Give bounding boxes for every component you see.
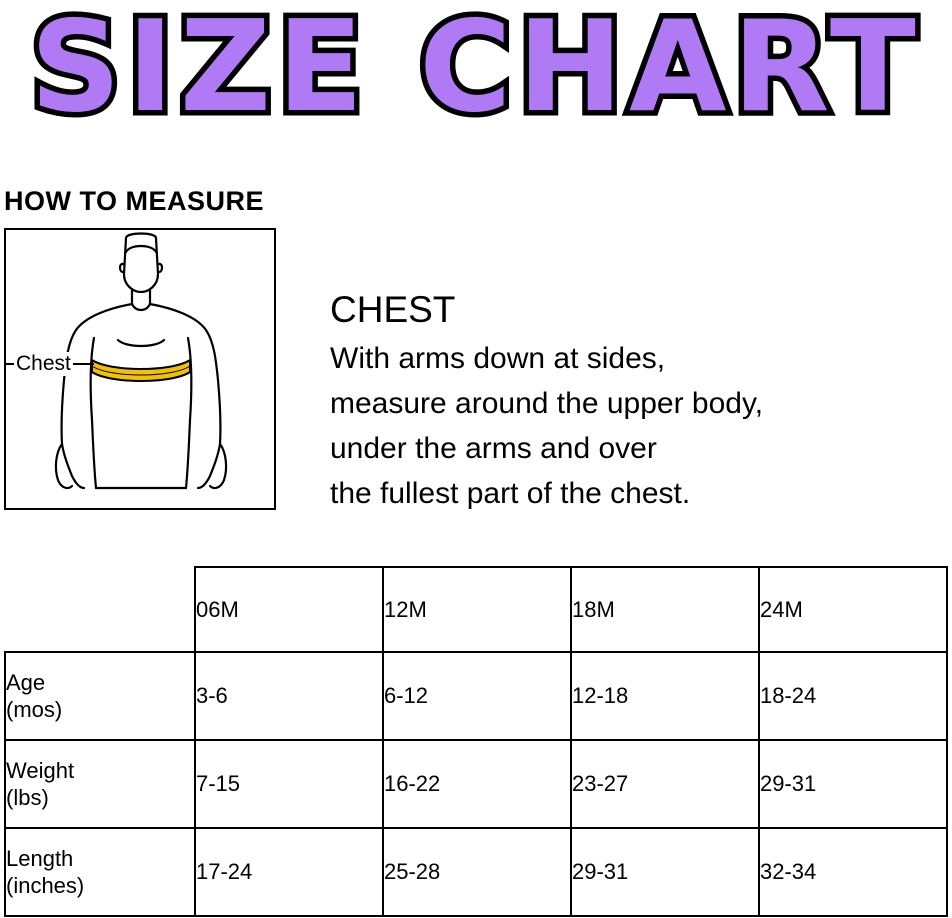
chest-description-line-1: With arms down at sides, [330, 342, 666, 375]
table-row-label-line-1: Age [6, 670, 46, 695]
page-title [0, 0, 952, 150]
table-header-row [5, 567, 947, 652]
table-cell: 23-27 [571, 740, 759, 828]
table-cell: 29-31 [571, 828, 759, 916]
chest-label: Chest [16, 352, 71, 375]
chest-description [330, 288, 944, 516]
chest-description-line-4: the fullest part of the chest. [330, 477, 691, 510]
table-row-label [5, 652, 195, 740]
table-row-label [5, 828, 195, 916]
table-cell: 25-28 [383, 828, 571, 916]
table-row [5, 828, 947, 916]
chest-description-line-3: under the arms and over [330, 432, 657, 465]
table-cell: 16-22 [383, 740, 571, 828]
table-column-header: 24M [759, 567, 947, 652]
table-cell: 12-18 [571, 652, 759, 740]
how-to-measure-heading: HOW TO MEASURE [4, 186, 265, 216]
chest-tape-icon [92, 360, 190, 381]
table-cell: 29-31 [759, 740, 947, 828]
chest-description-body [330, 336, 944, 516]
table-cell: 17-24 [195, 828, 383, 916]
chest-description-heading: CHEST [330, 289, 456, 330]
table-row [5, 740, 947, 828]
table-column-header: 12M [383, 567, 571, 652]
page-title-text: SIZE CHART [30, 0, 922, 140]
table-cell: 6-12 [383, 652, 571, 740]
table-cell: 3-6 [195, 652, 383, 740]
table-row-label-line-2: (inches) [6, 873, 85, 898]
table-row-label-line-2: (lbs) [6, 785, 49, 810]
table-cell: 32-34 [759, 828, 947, 916]
table-row-label-line-1: Length [6, 846, 74, 871]
size-table [4, 566, 948, 917]
table-corner-cell [5, 567, 195, 652]
table-cell: 7-15 [195, 740, 383, 828]
torso-figure-icon [56, 234, 226, 489]
chest-description-line-2: measure around the upper body, [330, 387, 764, 420]
table-row [5, 652, 947, 740]
table-row-label-line-1: Weight [6, 758, 75, 783]
table-cell: 18-24 [759, 652, 947, 740]
table-row-label [5, 740, 195, 828]
table-row-label-line-2: (mos) [6, 697, 63, 722]
table-column-header: 06M [195, 567, 383, 652]
table-column-header: 18M [571, 567, 759, 652]
